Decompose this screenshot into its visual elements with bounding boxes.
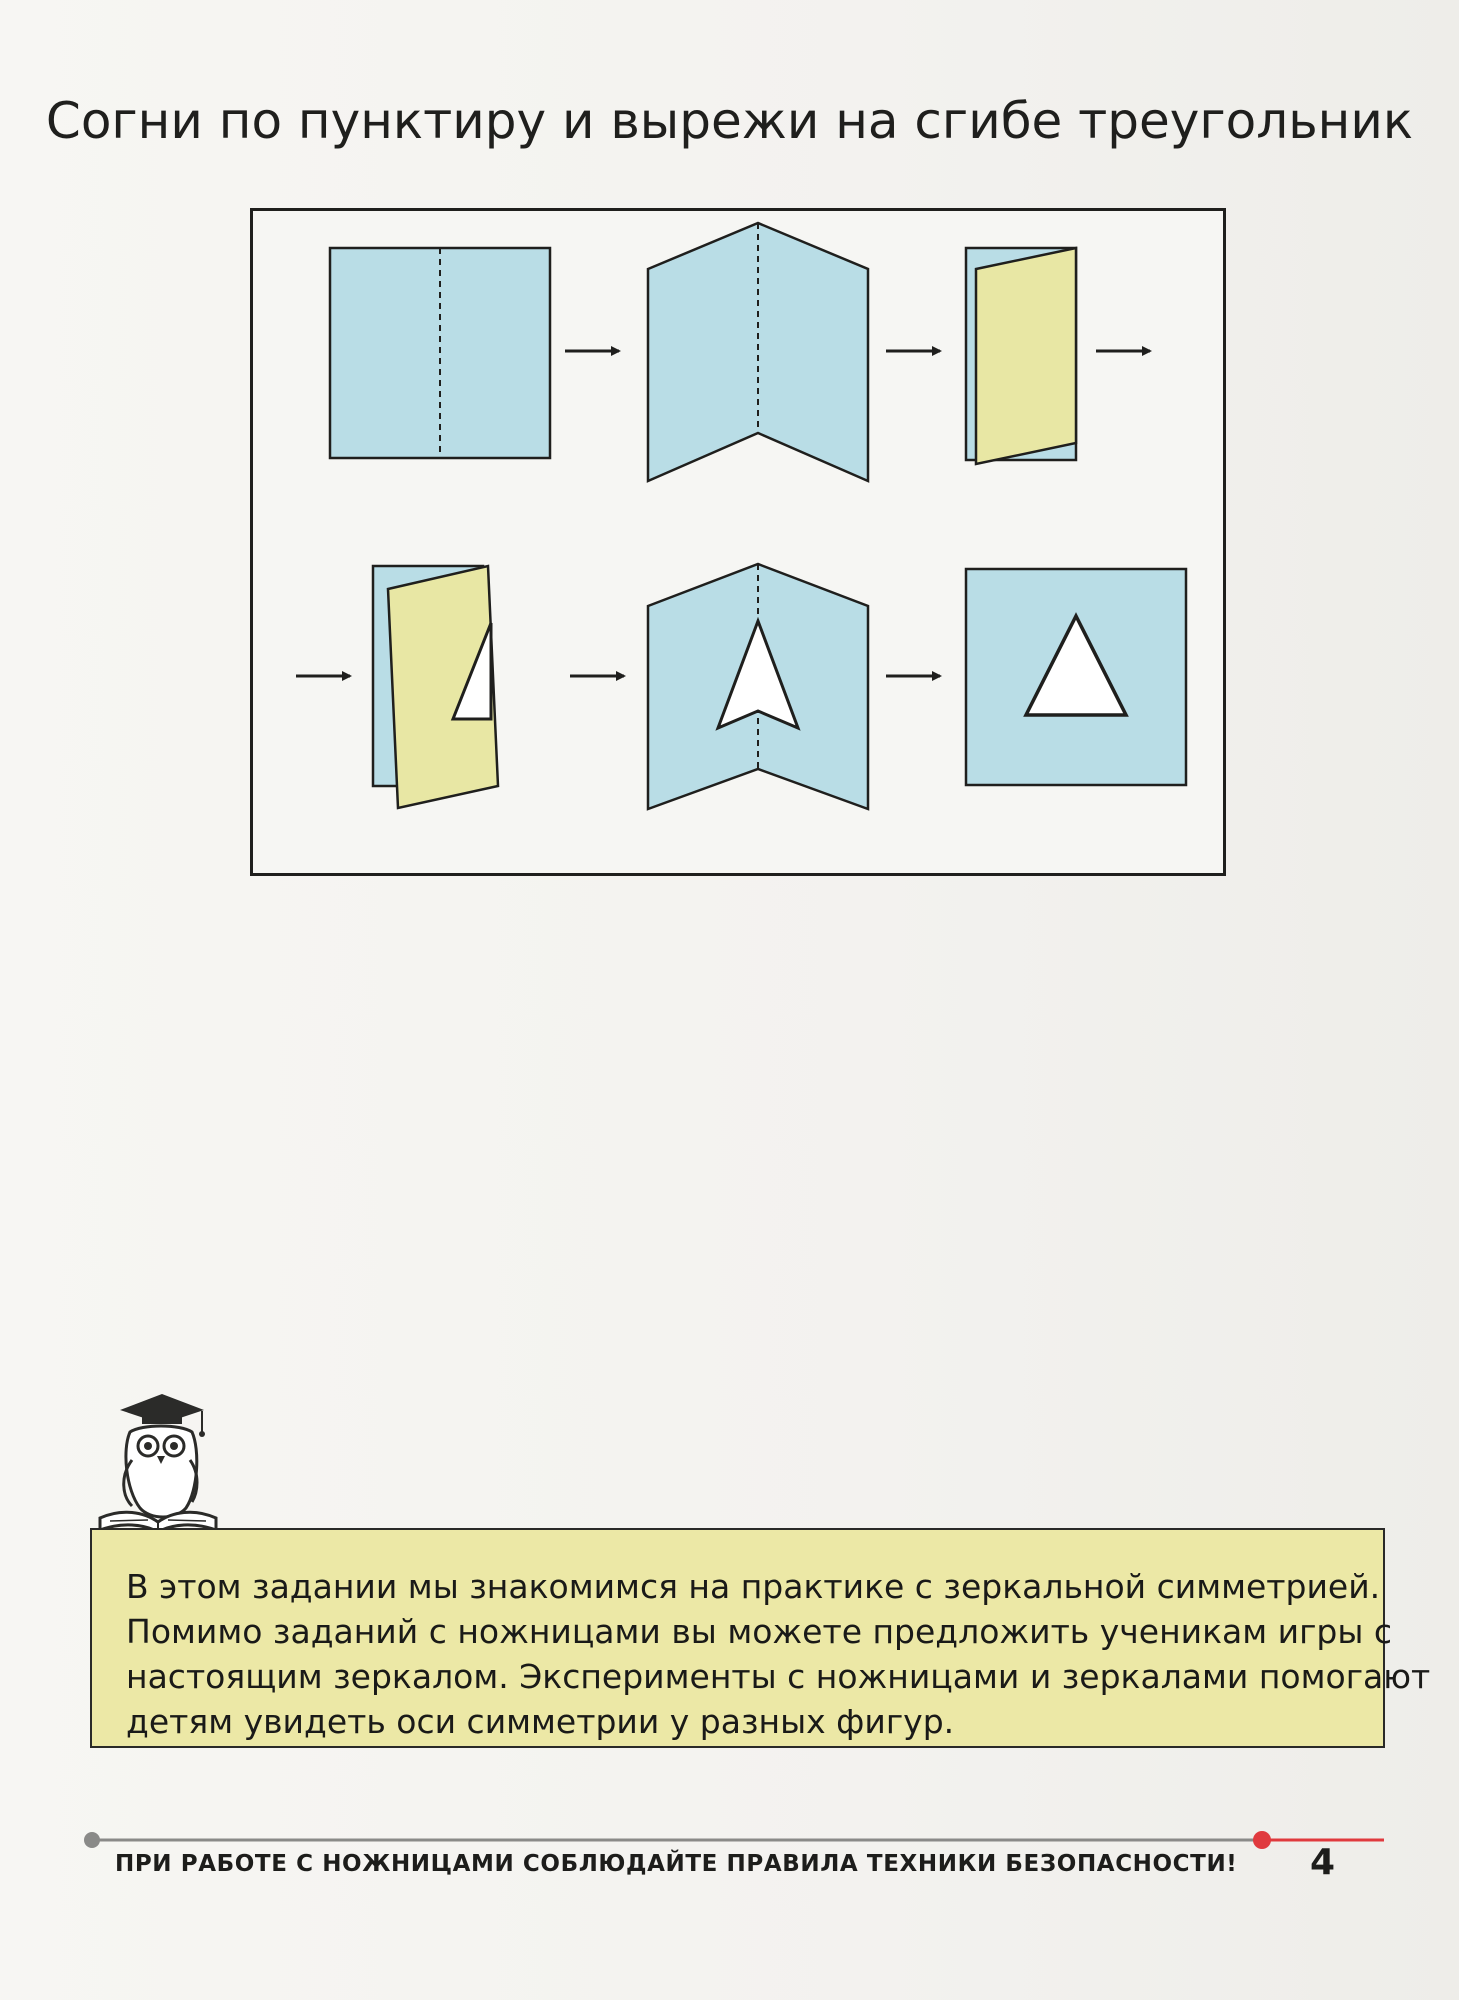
- note-line: В этом задании мы знакомимся на практике с зеркальной симметрией.: [126, 1567, 1381, 1606]
- step-6-final-sheet: [966, 569, 1186, 785]
- step-1-flat-sheet: [330, 248, 550, 458]
- folding-diagram: [250, 208, 1226, 876]
- step-5-unfolding-sheet: [648, 564, 868, 809]
- page-number: 4: [1310, 1842, 1336, 1883]
- owl-with-book-icon: [92, 1380, 222, 1540]
- footer-progress-line: [82, 1830, 1392, 1850]
- note-line: настоящим зеркалом. Эксперименты с ножницами и зеркалами помогают: [126, 1657, 1431, 1696]
- teacher-note: [90, 1528, 1431, 1748]
- note-line: детям увидеть оси симметрии у разных фигур.: [126, 1702, 955, 1741]
- step-4-folded-with-cut: [373, 566, 498, 808]
- page-title: Согни по пунктиру и вырежи на сгибе треугольник: [45, 92, 1414, 150]
- safety-warning: ПРИ РАБОТЕ С НОЖНИЦАМИ СОБЛЮДАЙТЕ ПРАВИЛА ТЕХНИКИ БЕЗОПАСНОСТИ!: [115, 1851, 1238, 1877]
- step-3-folded-sheet: [966, 248, 1076, 464]
- step-2-bent-sheet: [648, 223, 868, 481]
- folding-steps-svg: [253, 211, 1223, 873]
- note-line: Помимо заданий с ножницами вы можете предложить ученикам игры с: [126, 1612, 1393, 1651]
